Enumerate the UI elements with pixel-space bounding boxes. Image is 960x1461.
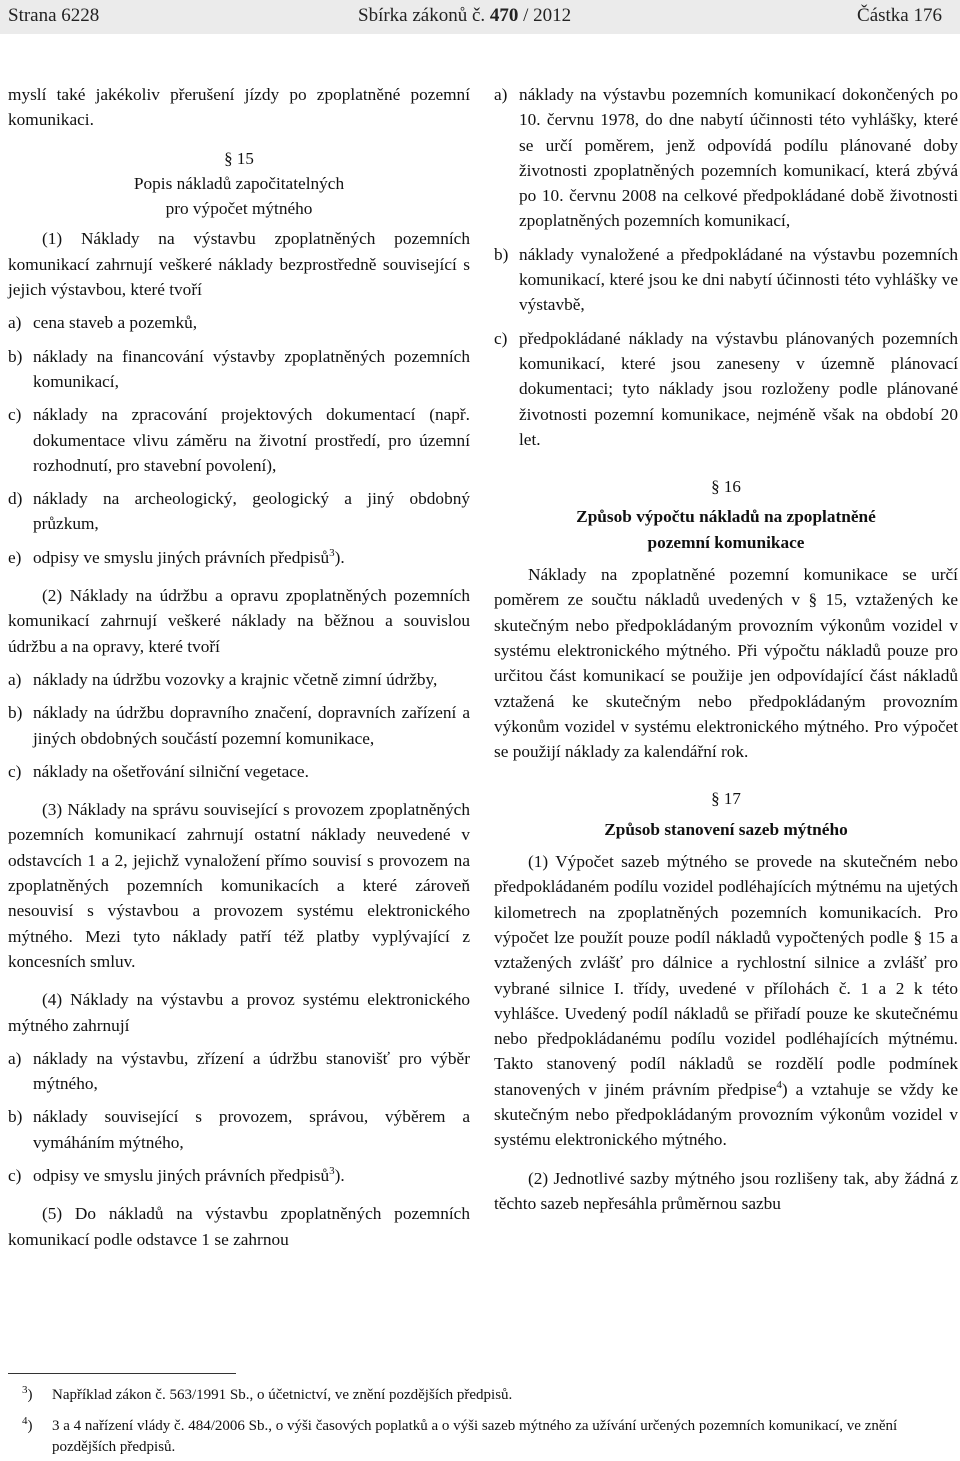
page-header	[0, 0, 960, 34]
list-item: a) náklady na výstavbu pozemních komunikací dokončených po 10. červnu 1978, do dne nabytí účinnosti této vyhlášky, které se určí poměrem, jenž odpovídá podílu plánované doby životnosti zpoplatněných pozemních komunikací, která zbývá po 10. červnu 2008 na celkové předpokládané době životnosti zpoplatněných pozemních komunikací,	[494, 85, 958, 231]
left-column	[8, 82, 470, 1252]
section-16-paragraph: Náklady na zpoplatněné pozemní komunikace se určí poměrem ze součtu nákladů uvedených v § 15, vztažených ke skutečným nebo předpokládaným provozním výkonům vozidel v systému elektronického mýtného. Při výpočtu nákladů pouze pro určitou část komunikací se použije jen odpovídající část nákladů vztažená ke skutečným nebo předpokládaným provozním výkonům vozidel v systému elektronického mýtného. Pro výpočet se použijí náklady za kalendářní rok.	[494, 565, 958, 762]
list-item: b) náklady na financování výstavby zpoplatněných pozemních komunikací,	[8, 346, 470, 391]
collection-year: / 2012	[518, 5, 572, 26]
right-column	[494, 82, 958, 1216]
section-16-heading	[494, 474, 958, 555]
page-number: Strana 6228	[8, 5, 100, 26]
list-item: c) odpisy ve smyslu jiných právních předpisů$^3$).	[8, 1165, 345, 1185]
paragraph-4: (4) Náklady na výstavbu a provoz systému elektronického mýtného zahrnují	[8, 990, 470, 1035]
list-item: c) předpokládané náklady na výstavbu plánovaných pozemních komunikací, které jsou zaneseny v územně plánovací dokumentaci; tyto náklady jsou rozloženy podle plánované životnosti pozemní komunikace, nejméně však na období 20 let.	[494, 328, 958, 449]
section-17-paragraph-1: (1) Výpočet sazeb mýtného se provede na skutečném nebo předpokládaném podílu vozidel podléhajících mýtnému na ujetých kilometrech na zpoplatněných pozemních komunikacích. Pro výpočet lze použít pouze podíl nákladů vypočtených podle § 15 a vztažených zvlášť pro dálnice a rychlostní silnice a zvlášť pro vybrané silnice I. třídy, uvedené v přílohách č. 1 a 2 k této vyhlášce. Uvedený podíl nákladů se přiřadí pouze ke skutečnému nebo předpokládanému podílu vozidel podléhajících mýtnému. Takto stanovený podíl nákladů se rozdělí podle podmínek stanovených v jiném právním předpise$^4$) a vztahuje se vždy ke skutečným nebo předpokládaným provozním výkonům vozidel v systému elektronického mýtného.	[494, 852, 958, 1150]
footnote-ref: 4	[776, 1078, 782, 1091]
list-item: c) náklady na ošetřování silniční vegetace.	[8, 761, 309, 781]
footnote-3: $^3$) Například zákon č. 563/1991 Sb., o účetnictví, ve znění pozdějších předpisů.	[22, 1384, 513, 1403]
section-title-line: Způsob stanovení sazeb mýtného	[604, 819, 848, 839]
section-title-line: Způsob výpočtu nákladů na zpoplatněné	[576, 507, 876, 527]
section-number: § 15	[224, 148, 254, 168]
section-15-heading	[8, 146, 470, 222]
section-17-heading	[494, 786, 958, 842]
section-number: § 16	[711, 477, 741, 497]
section-title-line: Popis nákladů započitatelných	[133, 173, 345, 193]
part-number: Částka 176	[857, 5, 942, 26]
footnote-divider	[8, 1373, 236, 1374]
list-item: a) náklady na údržbu vozovky a krajnic včetně zimní údržby,	[8, 669, 438, 689]
list-item: a) cena staveb a pozemků,	[8, 313, 198, 333]
list-item: c) náklady na zpracování projektových dokumentací (např. dokumentace vlivu záměru na životní prostředí, pro územní rozhodnutí, pro stavební povolení),	[8, 405, 470, 475]
list-item: a) náklady na výstavbu, zřízení a údržbu stanovišť pro výběr mýtného,	[8, 1048, 470, 1094]
collection-prefix: Sbírka zákonů č.	[358, 5, 490, 26]
section-title-line: pro výpočet mýtného	[165, 199, 313, 219]
collection-title	[358, 5, 571, 27]
list-item: b) náklady související s provozem, správou, výběrem a vymáháním mýtného,	[8, 1107, 470, 1152]
list-item: b) náklady vynaložené a předpokládané na výstavbu pozemních komunikací, které jsou ke dni nabytí účinnosti této vyhlášky ve výstavbě,	[494, 244, 958, 315]
collection-number: 470	[489, 5, 519, 26]
list-item: e) odpisy ve smyslu jiných právních předpisů$^3$).	[8, 546, 345, 567]
footnote-ref: 3	[329, 1165, 335, 1178]
section-title-line: pozemní komunikace	[647, 532, 805, 552]
list-item: b) náklady na údržbu dopravního značení, dopravních zařízení a jiných obdobných součástí pozemní komunikace,	[8, 703, 470, 748]
footnote-ref: 3	[329, 546, 335, 559]
paragraph-3: (3) Náklady na správu související s provozem zpoplatněných pozemních komunikací zahrnují ostatní náklady neuvedené v odstavcích 1 a 2, jejichž vynaložení přímo souvisí s provozem na zpoplatněných pozemních komunikacích a které zároveň nesouvisí s výstavbou a provozem systému elektronického mýtného. Mezi tyto náklady patří též platby vyplývající z koncesních smluv.	[8, 800, 470, 971]
paragraph-2: (2) Náklady na údržbu a opravu zpoplatněných pozemních komunikací zahrnují veškeré náklady na běžnou a souvislou údržbu a na opravy, které tvoří	[8, 586, 470, 656]
footnote-4: $^4$) 3 a 4 nařízení vlády č. 484/2006 Sb., o výši časových poplatků a o výši sazeb mýtného za užívání určených pozemních komunikací, ve znění pozdějších předpisů.	[22, 1415, 898, 1455]
section-number: § 17	[711, 789, 741, 809]
paragraph-1: (1) Náklady na výstavbu zpoplatněných pozemních komunikací zahrnují veškeré náklady bezprostředně související s jejich výstavbou, které tvoří	[8, 229, 470, 300]
paragraph-5: (5) Do nákladů na výstavbu zpoplatněných pozemních komunikací podle odstavce 1 se zahrnou	[8, 1204, 470, 1249]
list-item: d) náklady na archeologický, geologický a jiný obdobný průzkum,	[8, 489, 470, 534]
section-17-paragraph-2: (2) Jednotlivé sazby mýtného jsou rozlišeny tak, aby žádná z těchto sazeb nepřesáhla průměrnou sazbu	[494, 1168, 958, 1213]
intro-text: myslí také jakékoliv přerušení jízdy po zpoplatněné pozemní komunikaci.	[8, 85, 470, 130]
